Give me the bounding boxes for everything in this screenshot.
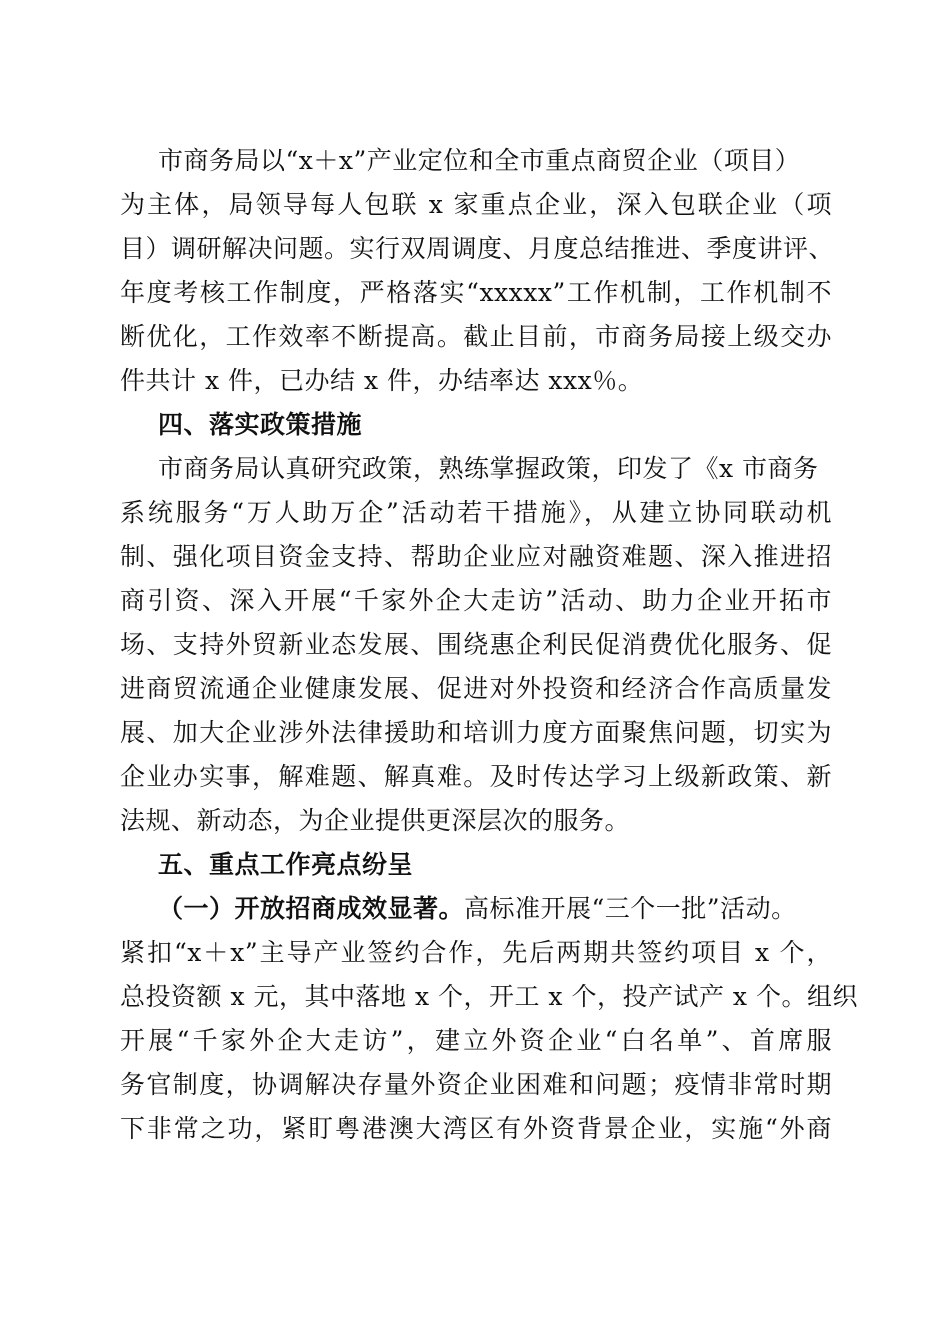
text-line: 紧扣“x＋x”主导产业签约合作，先后两期共签约项目 x 个， — [120, 938, 832, 967]
text-line: 场、支持外贸新业态发展、围绕惠企利民促消费优化服务、促 — [120, 630, 832, 659]
text-line: 件共计 x 件，已办结 x 件，办结率达 xxx％。 — [120, 366, 644, 395]
sub1-title: （一）开放招商成效显著。 — [158, 894, 465, 923]
text-line: 法规、新动态，为企业提供更深层次的服务。 — [120, 806, 631, 835]
text-line: 务官制度，协调解决存量外资企业困难和问题；疫情非常时期 — [120, 1070, 832, 1099]
text-line: 断优化，工作效率不断提高。截止目前，市商务局接上级交办 — [120, 322, 832, 351]
text-line: 年度考核工作制度，严格落实“xxxxx”工作机制，工作机制不 — [120, 278, 832, 307]
text-line: 商引资、深入开展“千家外企大走访”活动、助力企业开拓市 — [120, 586, 832, 615]
text-line: 总投资额 x 元，其中落地 x 个，开工 x 个，投产试产 x 个。组织 — [120, 982, 858, 1011]
text-line — [120, 887, 832, 931]
text-line: 展、加大企业涉外法律援助和培训力度方面聚焦问题，切实为 — [120, 718, 832, 747]
text-line: 为主体，局领导每人包联 x 家重点企业，深入包联企业（项 — [120, 190, 832, 219]
text-line: 进商贸流通企业健康发展、促进对外投资和经济合作高质量发 — [120, 674, 832, 703]
section4-heading: 四、落实政策措施 — [158, 410, 363, 439]
text-line: 下非常之功，紧盯粤港澳大湾区有外资背景企业，实施“外商 — [120, 1114, 832, 1143]
text-line: 市商务局认真研究政策，熟练掌握政策，印发了《x 市商务 — [158, 454, 819, 483]
text-line: 制、强化项目资金支持、帮助企业应对融资难题、深入推进招 — [120, 542, 832, 571]
section5-heading: 五、重点工作亮点纷呈 — [158, 850, 414, 879]
text-line: 目）调研解决问题。实行双周调度、月度总结推进、季度讲评、 — [120, 234, 835, 263]
text-line: 市商务局以“x＋x”产业定位和全市重点商贸企业（项目） — [158, 146, 801, 175]
text-line: 开展“千家外企大走访”，建立外资企业“白名单”、首席服 — [120, 1026, 832, 1055]
sub1-text: 高标准开展“三个一批”活动。 — [464, 894, 797, 923]
document-body — [120, 139, 858, 1151]
paragraph-section3 — [120, 139, 835, 403]
text-line: 系统服务“万人助万企”活动若干措施》，从建立协同联动机 — [120, 498, 832, 527]
text-line: 企业办实事，解难题、解真难。及时传达学习上级新政策、新 — [120, 762, 832, 791]
paragraph-section5-sub1 — [120, 887, 858, 1151]
paragraph-section4 — [120, 447, 832, 843]
